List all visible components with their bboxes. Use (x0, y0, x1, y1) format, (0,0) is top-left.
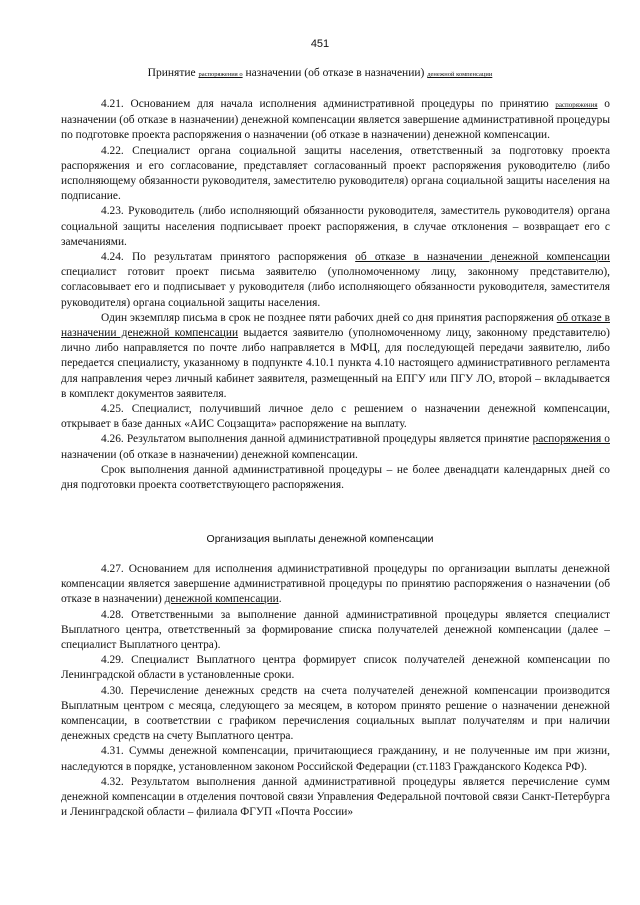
paragraph-4-28: 4.28. Ответственными за выполнение данной административной процедуры является специалист Выплатного центра, ответственный за формирование списка получателей денежной компенсации (далее – специалист Выплатного центра). (61, 608, 610, 652)
header-prefix: Принятие (147, 67, 196, 79)
paragraph-4-26: 4.26. Результатом выполнения данной административной процедуры является принятие распоряжения о назначении (об отказе в назначении) денежной компенсации. (61, 433, 610, 461)
paragraph-4-30: 4.30. Перечисление денежных средств на счета получателей денежной компенсации производится Выплатным центром с месяца, следующего за месяцем, в котором принято решение о назначении денежной компенсации, в соответствии с графиком перечисления социальных выплат получателям и при наличии денежных средств на счету Выплатного центра. (61, 684, 610, 743)
section-title: Организация выплаты денежной компенсации (206, 533, 434, 545)
paragraph-deadline: Срок выполнения данной административной процедуры – не более двенадцати календарных дней со дня подготовки проекта соответствующего распоряжения. (61, 463, 610, 492)
paragraph-4-29: 4.29. Специалист Выплатного центра формирует список получателей денежной компенсации по Ленинградской области в установленные сроки. (61, 654, 610, 682)
paragraph-4-22: 4.22. Специалист органа социальной защиты населения, ответственный за подготовку проекта распоряжения и его согласование, представляет согласованный проект распоряжения руководителю (либо исполняющему обязанности руководителя, заместителю руководителя) органа социальной защиты населения на подписание. (61, 144, 610, 203)
paragraph-4-21: 4.21. Основанием для начала исполнения административной процедуры по принятию распоряжения о назначении (об отказе в назначении) денежной компенсации является завершение административной процедуры по подготовке проекта распоряжения о назначении (об отказе в назначении) денежной компенсации. (61, 98, 610, 142)
paragraph-4-24: 4.24. По результатам принятого распоряжения об отказе в назначении денежной компенсации специалист готовит проект письма заявителю (уполномоченному лицу, законному представителю), согласовывает его и подписывает у руководителя (либо исполняющего обязанности руководителя, заместителя руководителя) органа социальной защиты населения. (61, 251, 610, 309)
paragraph-4-31: 4.31. Суммы денежной компенсации, причитающиеся гражданину, и не полученные им при жизни, наследуются в порядке, установленном законом Российской Федерации (ст.1183 Гражданского Кодекса РФ). (61, 745, 610, 773)
paragraph-4-32: 4.32. Результатом выполнения данной административной процедуры является перечисление сумм денежной компенсации в отделения почтовой связи Управления Федеральной почтовой связи Санкт-Петербурга и Ленинградской области – филиала ФГУП «Почта России» (61, 775, 610, 819)
header-tiny-1: распоряжения о (198, 71, 243, 78)
paragraph-4-24-copy: Один экземпляр письма в срок не позднее пяти рабочих дней со дня принятия распоряжения об отказе в назначении денежной компенсации выдается заявителю (уполномоченному лицу, законному представителю) лично либо направляется по почте либо направляется в МФЦ, для последующей передачи заявителю, либо передается специалисту, указанному в подпункте 4.10.1 пункта 4.10 настоящего административного регламента для направления через личный кабинет заявителя, размещенный на ЕПГУ или ПГУ ЛО, второй – вкладывается в комплект документов заявителя. (61, 311, 610, 400)
text-block-2 (61, 562, 610, 820)
page-number: 451 (310, 38, 330, 50)
paragraph-4-25: 4.25. Специалист, получивший личное дело с решением о назначении денежной компенсации, открывает в базе данных «АИС Соцзащита» распоряжение на выплату. (61, 403, 610, 431)
header-main: назначении (об отказе в назначении) (245, 67, 425, 79)
paragraph-4-27: 4.27. Основанием для исполнения административной процедуры по организации выплаты денежной компенсации является завершение административной процедуры по принятию распоряжения о назначении (об отказе в назначении) денежной компенсации. (61, 563, 610, 606)
header-tiny-2: денежной компенсации (427, 71, 493, 78)
paragraph-4-23: 4.23. Руководитель (либо исполняющий обязанности руководителя, заместитель руководителя) органа социальной защиты населения подписывает проект распоряжения, в случае отклонения – возвращает его с замечаниями. (61, 205, 610, 248)
text-block-1 (61, 97, 610, 493)
page-header (0, 67, 640, 79)
